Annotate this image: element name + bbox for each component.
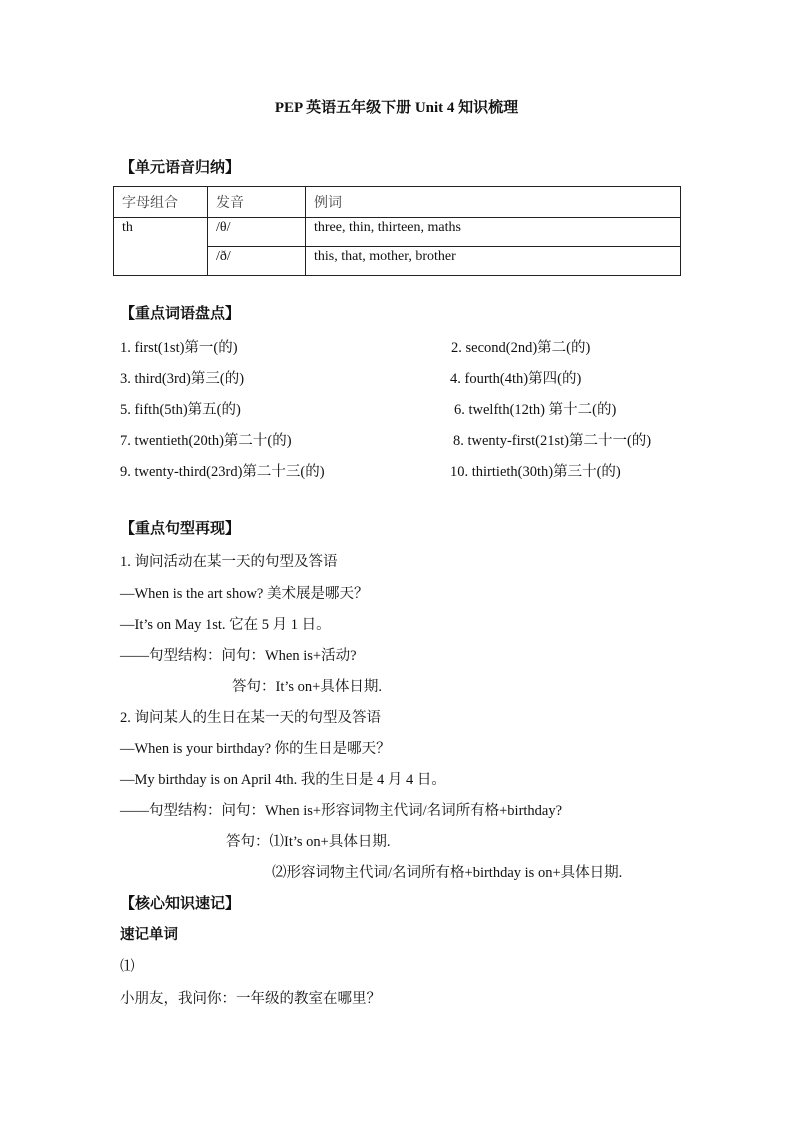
word-item: 4. fourth(4th)第四(的) [450,371,582,387]
sentence-line: —When is your birthday? 你的生日是哪天？ [120,741,391,757]
examples-cell: this, that, mother, brother [306,247,681,276]
word-item: 7. twentieth(20th)第二十(的) [120,433,292,449]
table-header-row [114,187,681,218]
sentence-structure: ——句型结构：问句：When is+形容词物主代词/名词所有格+birthday? [120,803,563,819]
sound-cell: /ð/ [208,247,306,276]
page-title: PEP 英语五年级下册 Unit 4 知识梳理 [274,100,519,116]
core-text: 小朋友，我问你：一年级的教室在哪里？ [120,991,381,1007]
word-item: 10. thirtieth(30th)第三十(的) [450,464,621,480]
word-item: 3. third(3rd)第三(的) [120,371,245,387]
section-heading-phonics: 【单元语音归纳】 [120,160,241,176]
sentence-structure: ——句型结构：问句：When is+活动? [120,648,357,664]
sentence-heading: 2. 询问某人的生日在某一天的句型及答语 [120,710,381,726]
sentence-structure: 答句：It’s on+具体日期. [232,679,382,695]
sentence-line: —It’s on May 1st. 它在 5 月 1 日。 [120,617,331,633]
sentence-structure: ⑵形容词物主代词/名词所有格+birthday is on+具体日期. [272,865,623,881]
sentence-heading: 1. 询问活动在某一天的句型及答语 [120,554,338,570]
section-heading-words: 【重点词语盘点】 [120,306,241,322]
sentence-structure: 答句：⑴It’s on+具体日期. [226,834,391,850]
table-header-cell: 例词 [306,187,681,218]
word-item: 2. second(2nd)第二(的) [451,340,591,356]
word-item: 5. fifth(5th)第五(的) [120,402,241,418]
section-heading-sentences: 【重点句型再现】 [120,521,241,537]
sentence-line: —When is the art show? 美术展是哪天？ [120,586,369,602]
section-heading-core: 【核心知识速记】 [120,896,241,912]
examples-cell: three, thin, thirteen, maths [306,218,681,247]
core-subtitle: 速记单词 [120,927,178,943]
word-item: 9. twenty-third(23rd)第二十三(的) [120,464,325,480]
phonics-table [113,186,681,276]
letters-cell: th [114,218,208,276]
table-header-cell: 字母组合 [114,187,208,218]
sentence-line: —My birthday is on April 4th. 我的生日是 4 月 4 日。 [120,772,446,788]
word-item: 1. first(1st)第一(的) [120,340,238,356]
word-item: 8. twenty-first(21st)第二十一(的) [453,433,652,449]
table-header-cell: 发音 [208,187,306,218]
table-row [114,218,681,247]
word-item: 6. twelfth(12th) 第十二(的) [454,402,617,418]
sound-cell: /θ/ [208,218,306,247]
core-item-number: ⑴ [120,959,135,975]
